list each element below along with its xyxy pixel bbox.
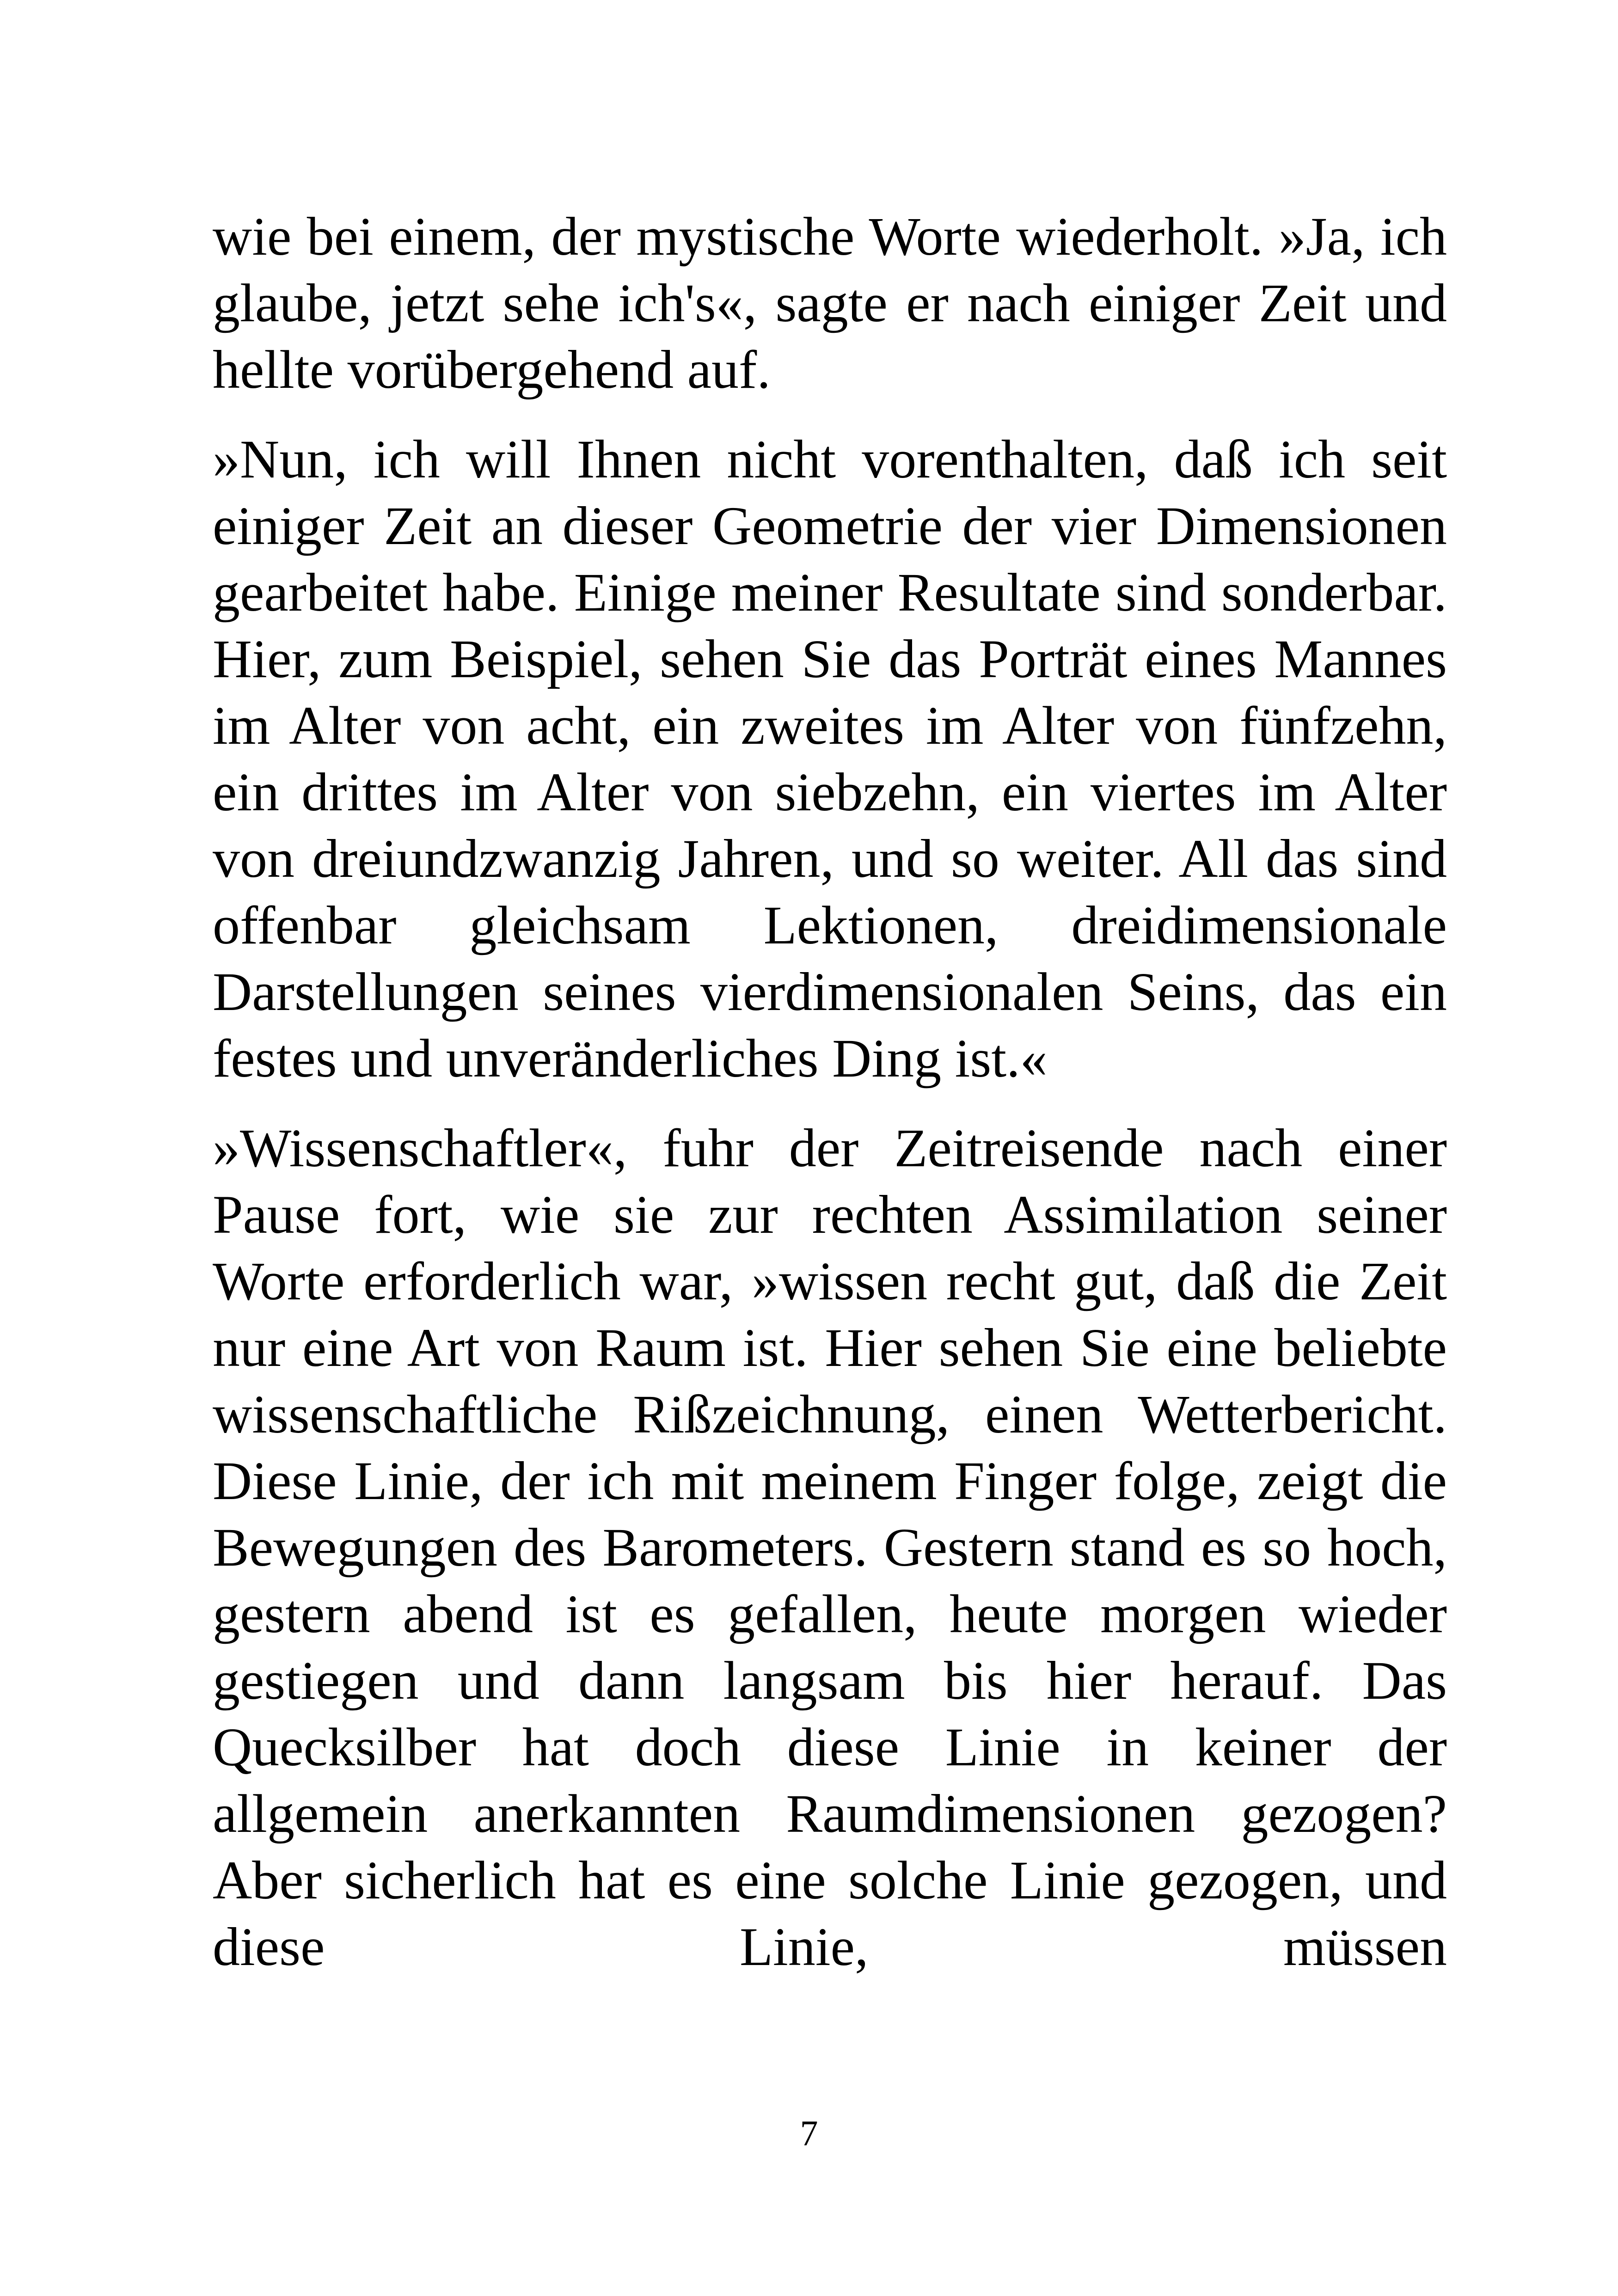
body-text [213, 203, 1447, 2003]
paragraph-3: »Wissenschaftler«, fuhr der Zeitreisende nach einer Pause fort, wie sie zur rechten Assimilation seiner Worte erforderlich war, »wissen recht gut, daß die Zeit nur eine Art von Raum ist. Hier sehen Sie eine beliebte wissenschaftliche Rißzeichnung, einen Wetterbericht. Diese Linie, der ich mit meinem Finger folge, zeigt die Bewegungen des Barometers. Gestern stand es so hoch, gestern abend ist es gefallen, heute morgen wieder gestiegen und dann langsam bis hier herauf. Das Quecksilber hat doch diese Linie in keiner der allgemein anerkannten Raumdimensionen gezogen? Aber sicherlich hat es eine solche Linie gezogen, und diese Linie, müssen [213, 1118, 1447, 1977]
page-number: 7 [800, 2113, 818, 2153]
paragraph-2: »Nun, ich will Ihnen nicht vorenthalten, daß ich seit einiger Zeit an dieser Geometrie der vier Dimensionen gearbeitet habe. Einige meiner Resultate sind sonderbar. Hier, zum Beispiel, sehen Sie das Porträt eines Mannes im Alter von acht, ein zweites im Alter von fünfzehn, ein drittes im Alter von siebzehn, ein viertes im Alter von dreiundzwanzig Jahren, und so weiter. All das sind offenbar gleichsam Lektionen, dreidimensionale Darstellungen seines vierdimensionalen Seins, das ein festes und unveränderliches Ding ist.« [213, 429, 1447, 1089]
paragraph-1: wie bei einem, der mystische Worte wiederholt. »Ja, ich glaube, jetzt sehe ich's«, sagte er nach einiger Zeit und hellte vorübergehend auf. [213, 206, 1447, 400]
